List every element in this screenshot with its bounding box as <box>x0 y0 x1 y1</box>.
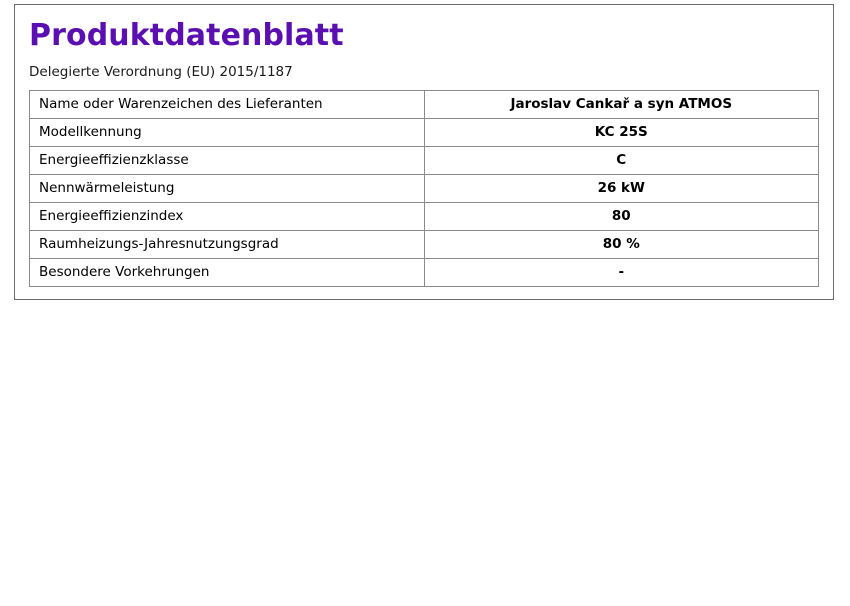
product-datasheet-panel <box>14 4 834 300</box>
spec-label-efficiency-index: Energieeffizienzindex <box>30 203 425 231</box>
spec-label-supplier: Name oder Warenzeichen des Lieferanten <box>30 91 425 119</box>
spec-label-efficiency-class: Energieeffizienzklasse <box>30 147 425 175</box>
spec-label-model: Modellkennung <box>30 119 425 147</box>
spec-value-model: KC 25S <box>424 119 819 147</box>
table-row <box>30 147 819 175</box>
spec-label-seasonal-efficiency: Raumheizungs-Jahresnutzungsgrad <box>30 231 425 259</box>
table-row <box>30 259 819 287</box>
table-row <box>30 119 819 147</box>
spec-value-heat-output: 26 kW <box>424 175 819 203</box>
table-row <box>30 231 819 259</box>
regulation-subtitle: Delegierte Verordnung (EU) 2015/1187 <box>29 64 293 80</box>
spec-value-supplier: Jaroslav Cankař a syn ATMOS <box>424 91 819 119</box>
table-row <box>30 91 819 119</box>
datasheet-content <box>15 5 833 287</box>
spec-value-efficiency-class: C <box>424 147 819 175</box>
spec-value-efficiency-index: 80 <box>424 203 819 231</box>
specifications-table-body <box>30 91 819 287</box>
spec-value-special-precautions: - <box>424 259 819 287</box>
spec-label-heat-output: Nennwärmeleistung <box>30 175 425 203</box>
page-title: Produktdatenblatt <box>29 18 344 53</box>
table-row <box>30 175 819 203</box>
table-row <box>30 203 819 231</box>
specifications-table <box>29 90 819 287</box>
spec-value-seasonal-efficiency: 80 % <box>424 231 819 259</box>
spec-label-special-precautions: Besondere Vorkehrungen <box>30 259 425 287</box>
